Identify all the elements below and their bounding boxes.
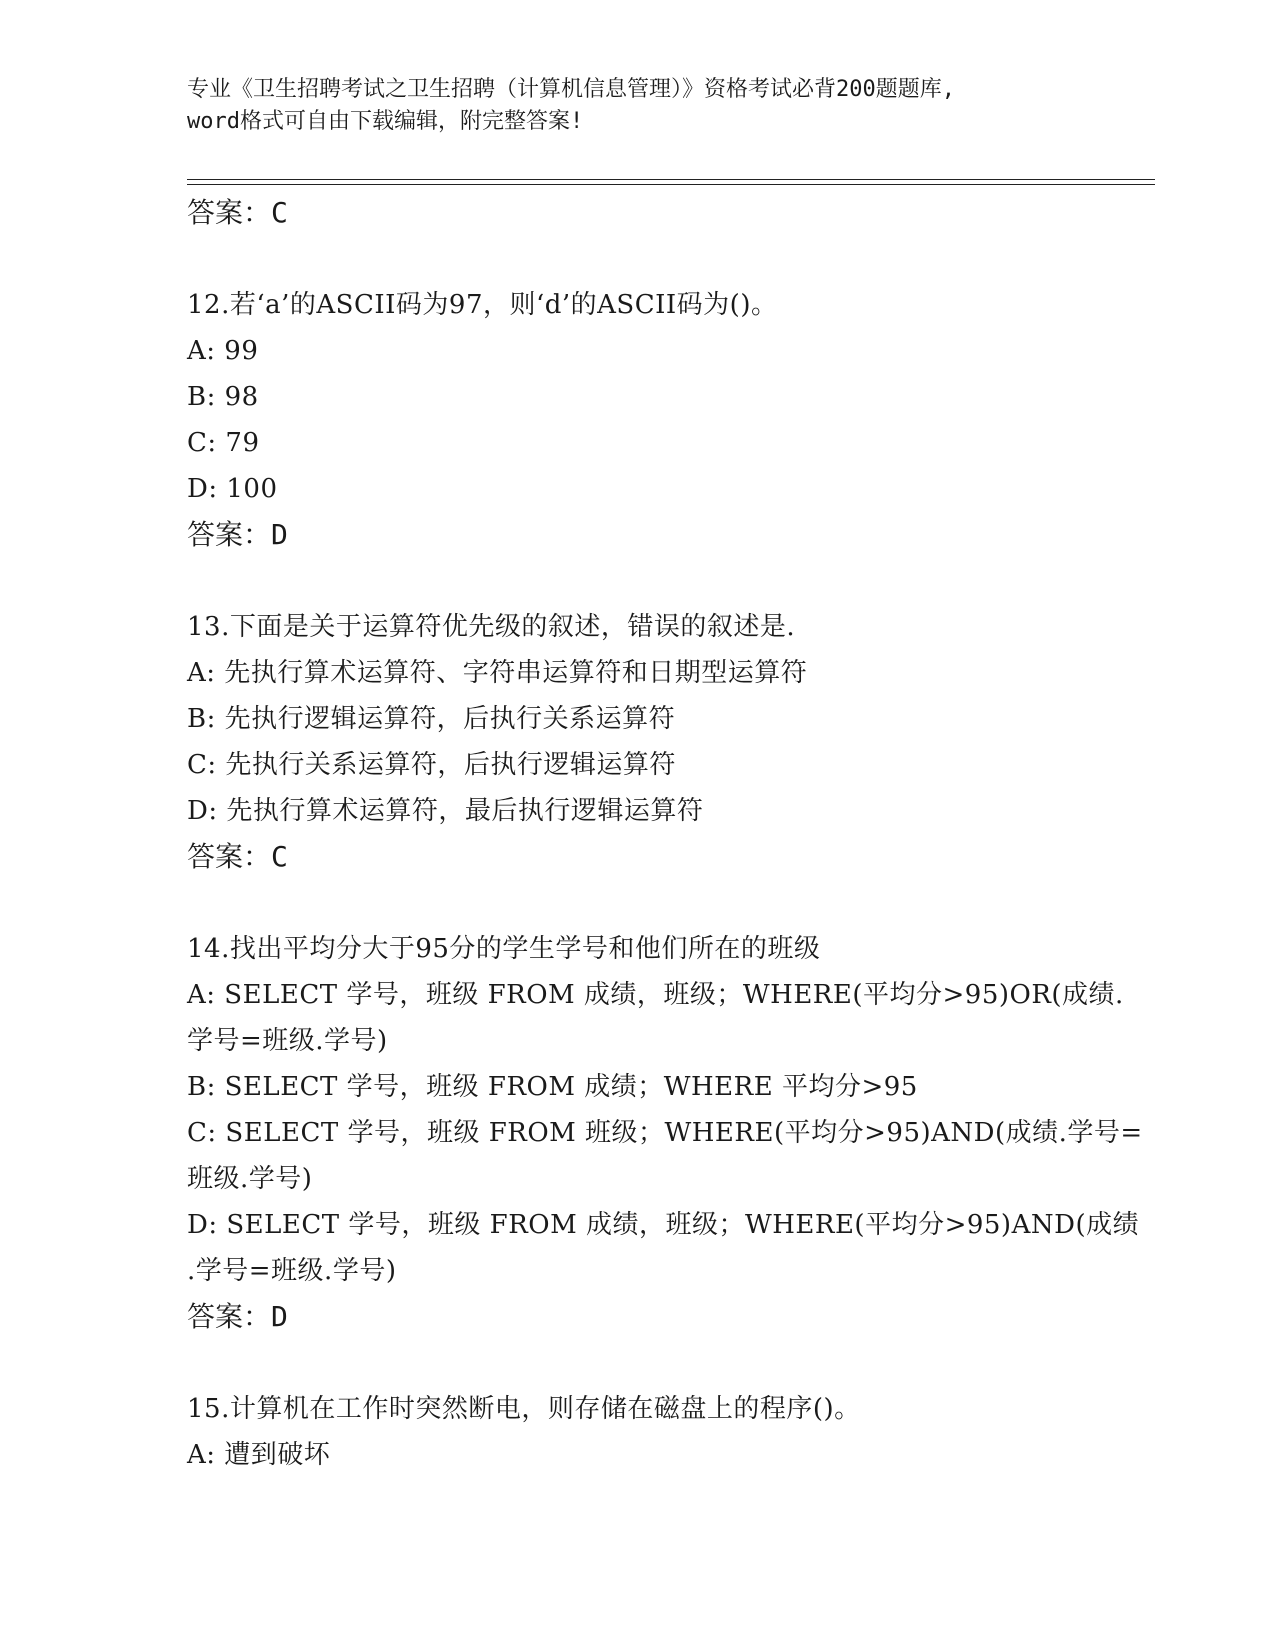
previous-answer: 答案：C [187,196,288,229]
option-d: D: 100 [187,474,278,504]
option-b: B: 98 [187,382,259,412]
option-c: C: 79 [187,428,260,458]
question-15 [187,1386,1107,1478]
answer: 答案：D [187,1300,288,1333]
question-stem: 14.找出平均分大于95分的学生学号和他们所在的班级 [187,934,821,964]
spacer [187,880,1107,926]
document-header [187,74,1087,138]
option-a: A: 先执行算术运算符、字符串运算符和日期型运算符 [187,658,808,688]
option-a-line-2: 学号=班级.学号) [187,1026,388,1056]
option-a-line-1: A: SELECT 学号，班级 FROM 成绩，班级；WHERE(平均分>95)OR(成绩. [187,980,1124,1010]
option-c-line-1: C: SELECT 学号，班级 FROM 班级；WHERE(平均分>95)AND(成绩.学号= [187,1118,1143,1148]
question-14 [187,926,1143,1340]
spacer [187,236,1107,282]
option-c-line-2: 班级.学号) [187,1164,313,1194]
question-stem: 13.下面是关于运算符优先级的叙述，错误的叙述是. [187,612,796,642]
option-c: C: 先执行关系运算符，后执行逻辑运算符 [187,750,676,780]
spacer [187,1340,1107,1386]
option-d-line-1: D: SELECT 学号，班级 FROM 成绩，班级；WHERE(平均分>95)AND(成绩 [187,1210,1140,1240]
header-title-line-2: word格式可自由下载编辑，附完整答案! [187,109,584,134]
question-13 [187,604,1107,880]
header-title-line-1: 专业《卫生招聘考试之卫生招聘（计算机信息管理）》资格考试必背200题题库, [187,77,955,102]
question-12 [187,282,1107,558]
option-d: D: 先执行算术运算符，最后执行逻辑运算符 [187,796,704,826]
option-a: A: 99 [187,336,259,366]
question-list [187,190,1143,1478]
answer: 答案：C [187,840,288,873]
option-b: B: SELECT 学号，班级 FROM 成绩；WHERE 平均分>95 [187,1072,918,1102]
answer: 答案：D [187,518,288,551]
option-a: A: 遭到破坏 [187,1440,331,1470]
spacer [187,558,1107,604]
question-stem: 12.若‘a’的ASCII码为97，则‘d’的ASCII码为()。 [187,290,778,320]
question-stem: 15.计算机在工作时突然断电，则存储在磁盘上的程序()。 [187,1394,861,1424]
option-d-line-2: .学号=班级.学号) [187,1256,397,1286]
header-divider-bottom [187,184,1155,185]
option-b: B: 先执行逻辑运算符，后执行关系运算符 [187,704,676,734]
header-divider-top [187,179,1155,180]
